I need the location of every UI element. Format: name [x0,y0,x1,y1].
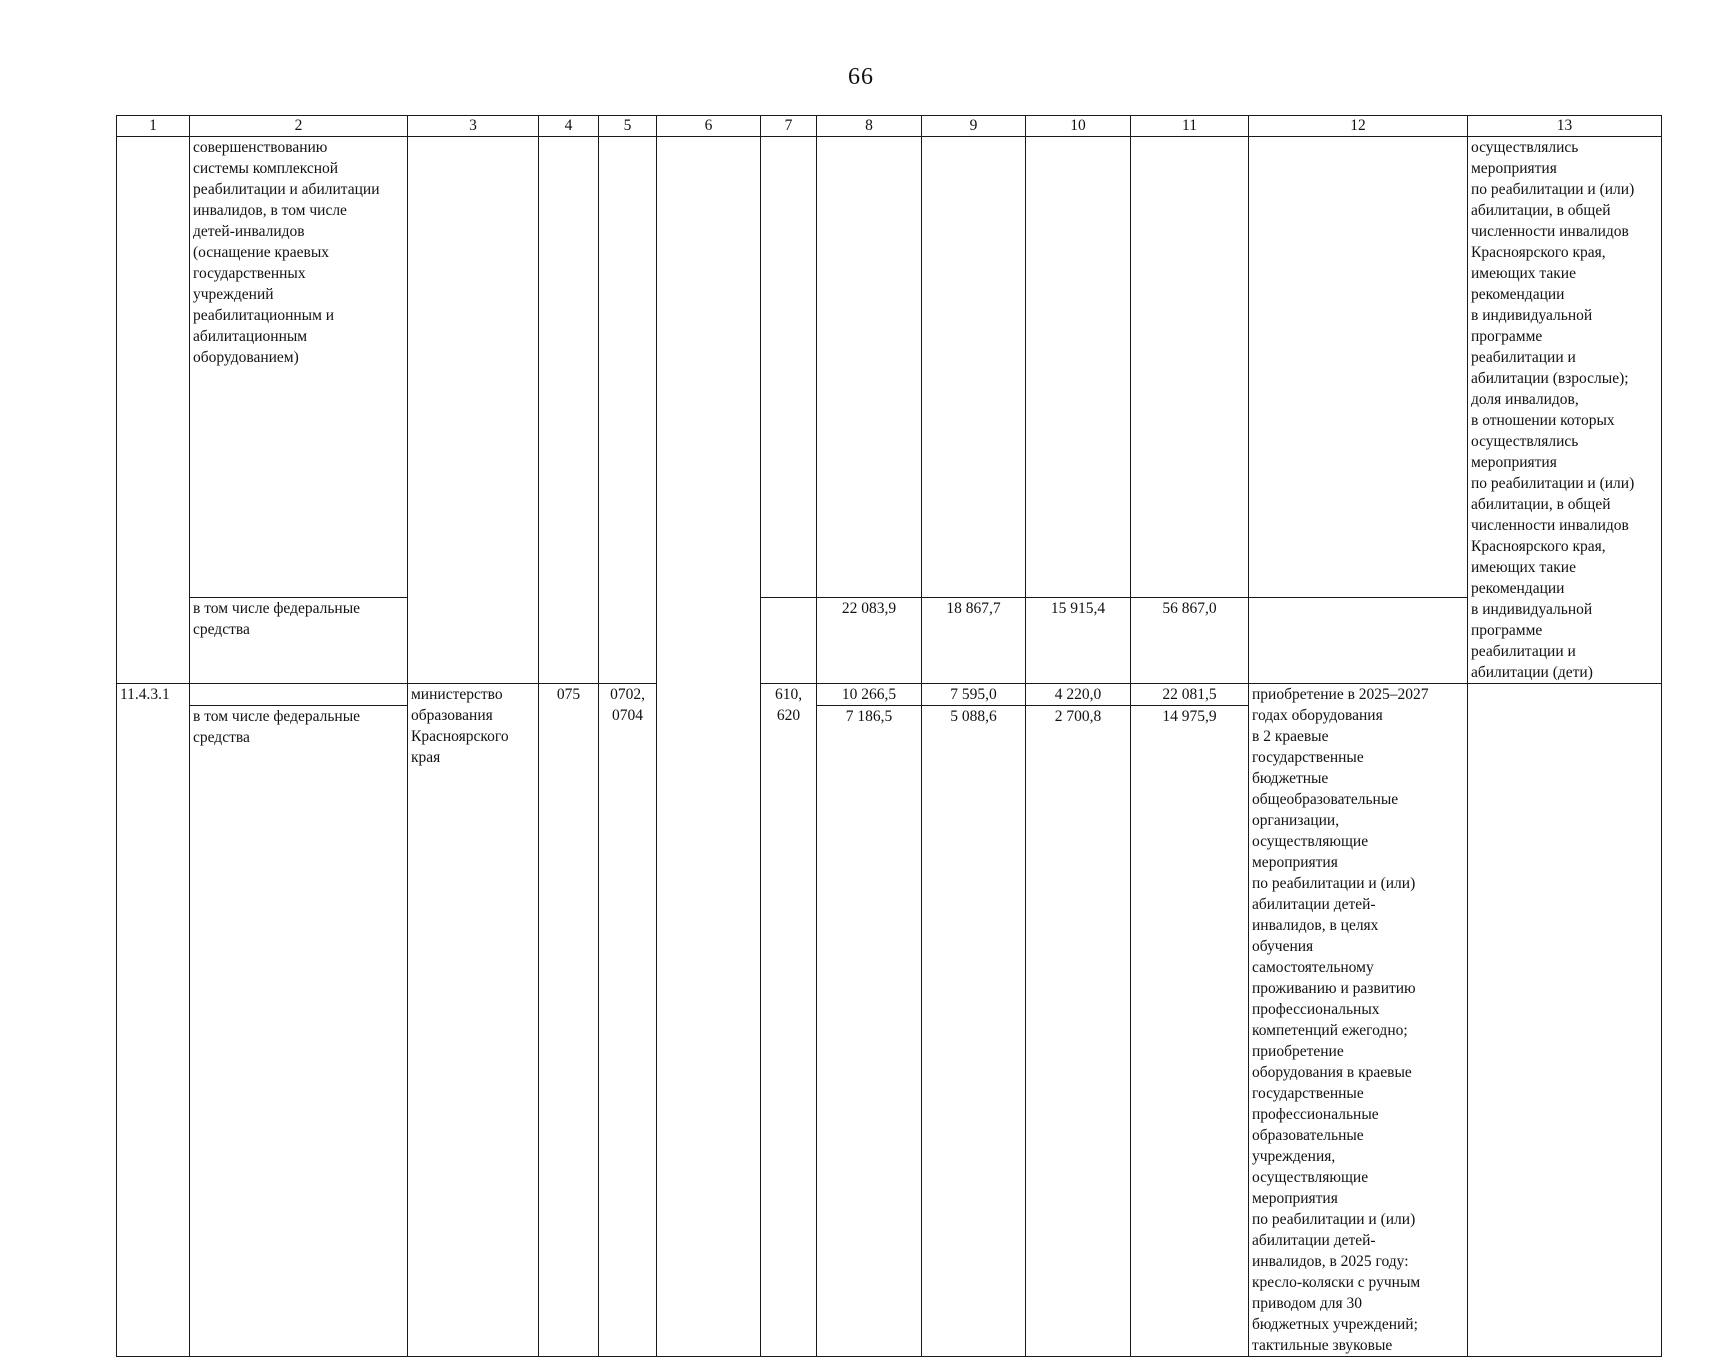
page-number: 66 [848,64,874,90]
value-2026: 5 088,6 [922,706,1026,1357]
value-total: 56 867,0 [1131,598,1249,684]
table-row [117,137,1662,598]
grbs-code: 075 [539,684,599,1357]
value-2027: 4 220,0 [1026,684,1131,706]
rzpr-code: 0702, 0704 [599,684,657,1357]
header-cell: 13 [1468,116,1662,137]
table-row [117,598,1662,684]
value-2026: 18 867,7 [922,598,1026,684]
indicator-cell: осуществлялись мероприятия по реабилитации и (или) абилитации, в общей численности инвалидов Красноярского края, имеющих такие рекомендации в индивидуальной программе реабилитации и абилитации (взрослые); доля инвалидов, в отношении которых осуществлялись мероприятия по реабилитации и (или) абилитации, в общей численности инвалидов Красноярского края, имеющих такие рекомендации в индивидуальной программе реабилитации и абилитации (дети) [1468,137,1662,684]
value-2026: 7 595,0 [922,684,1026,706]
measure-name: совершенствованию системы комплексной реабилитации и абилитации инвалидов, в том числе детей-инвалидов (оснащение краевых государственных учреждений реабилитационным и абилитационным оборудованием) [190,137,408,598]
federal-label: в том числе федеральные средства [190,706,408,1357]
executor: министерство образования Красноярского края [408,684,539,1357]
header-cell: 1 [117,116,190,137]
header-cell: 4 [539,116,599,137]
header-cell: 11 [1131,116,1249,137]
federal-label: в том числе федеральные средства [190,598,408,684]
item-code: 11.4.3.1 [117,684,190,1357]
header-cell: 7 [761,116,817,137]
header-cell: 9 [922,116,1026,137]
header-cell: 3 [408,116,539,137]
vr-code: 610, 620 [761,684,817,1357]
header-row [117,116,1662,137]
header-cell: 12 [1249,116,1468,137]
table-row [117,684,1662,706]
header-cell: 2 [190,116,408,137]
value-2025: 10 266,5 [817,684,922,706]
program-table [116,115,1662,1357]
header-cell: 10 [1026,116,1131,137]
value-total: 22 081,5 [1131,684,1249,706]
value-2027: 15 915,4 [1026,598,1131,684]
value-2025: 7 186,5 [817,706,922,1357]
result-cell: приобретение в 2025–2027 годах оборудования в 2 краевые государственные бюджетные общеобразовательные организации, осуществляющие мероприятия по реабилитации и (или) абилитации детей- инвалидов, в целях обучения самостоятельному проживанию и развитию профессиональных компетенций ежегодно; приобретение оборудования в краевые государственные профессиональные образовательные учреждения, осуществляющие мероприятия по реабилитации и (или) абилитации детей- инвалидов, в 2025 году: кресло-коляски с ручным приводом для 30 бюджетных учреждений; тактильные звуковые [1249,684,1468,1357]
value-total: 14 975,9 [1131,706,1249,1357]
header-cell: 6 [657,116,761,137]
header-cell: 5 [599,116,657,137]
header-cell: 8 [817,116,922,137]
value-2027: 2 700,8 [1026,706,1131,1357]
value-2025: 22 083,9 [817,598,922,684]
